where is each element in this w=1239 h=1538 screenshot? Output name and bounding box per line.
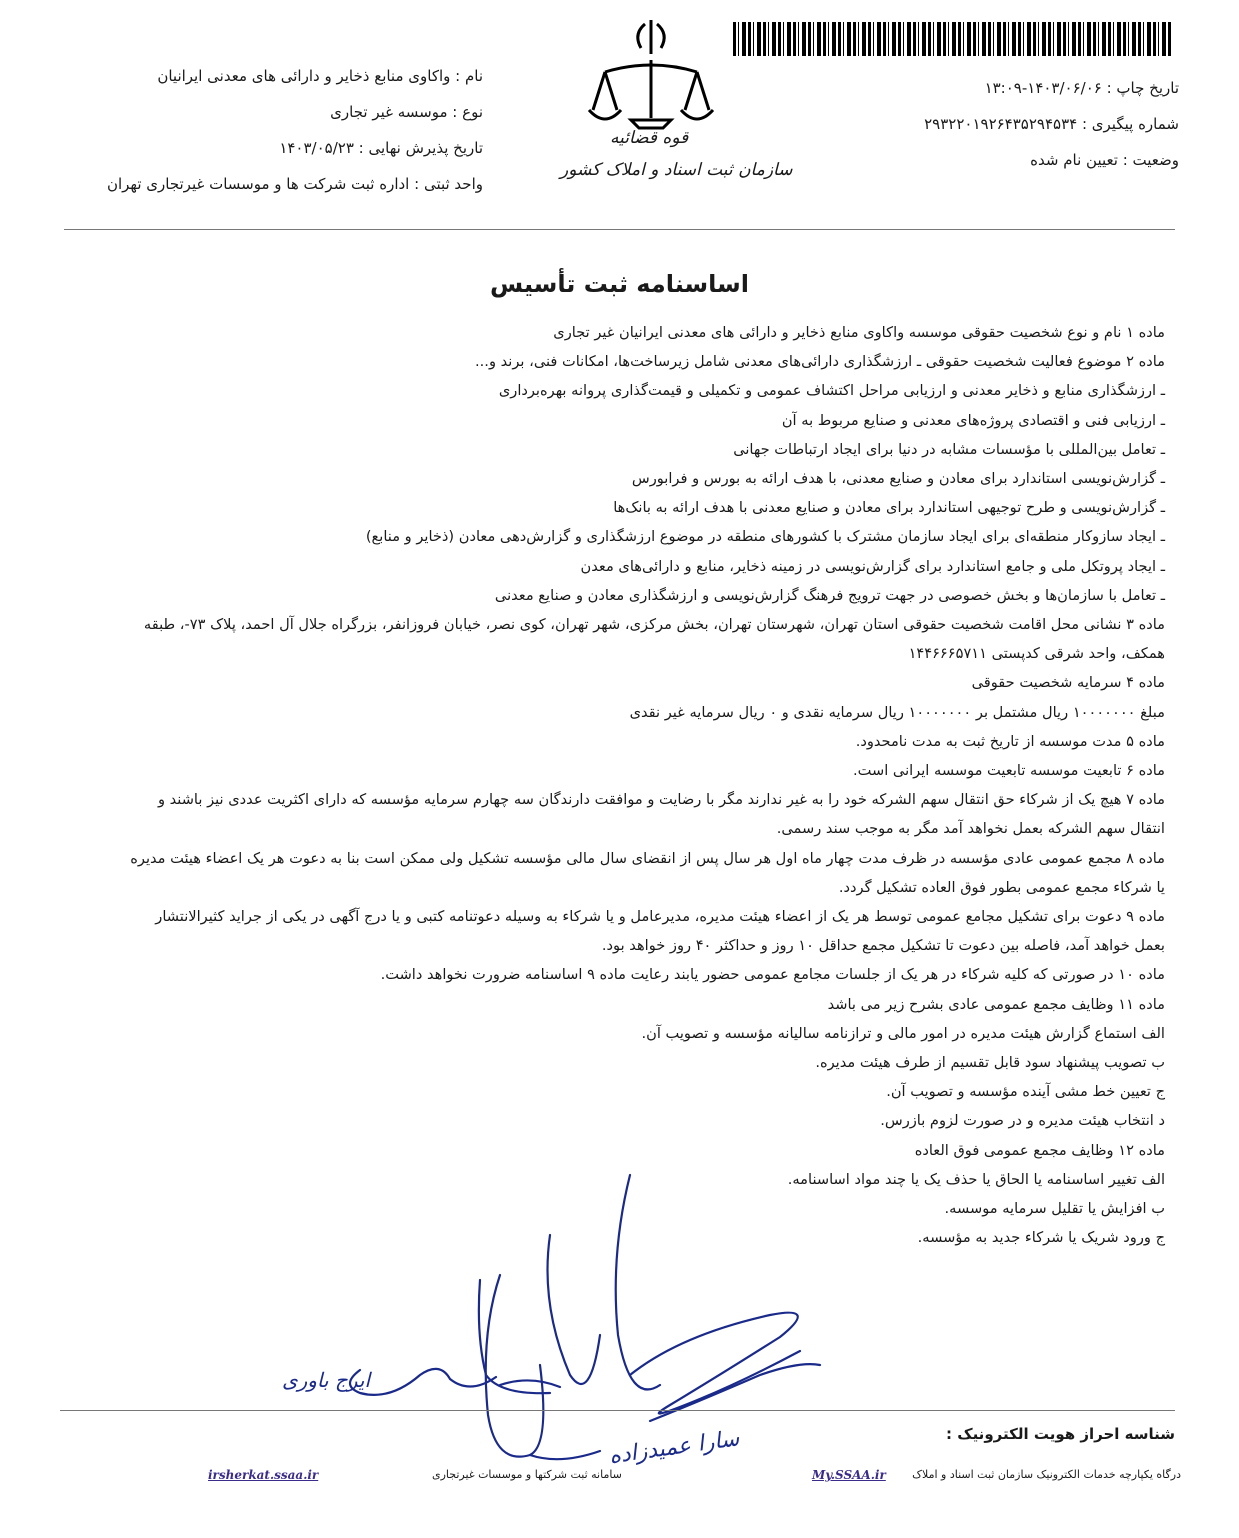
header-divider (64, 229, 1175, 230)
article-line: انتقال سهم الشرکه بعمل نخواهد آمد مگر به موجب سند رسمی. (776, 820, 1165, 838)
article-line: ماده ۵ مدت موسسه از تاریخ ثبت به مدت نامحدود. (855, 732, 1165, 750)
article-line: ـ ارزشگذاری منابع و ذخایر معدنی و ارزیابی مراحل اکتشاف عمومی و تکمیلی و قیمت‌گذاری پروانه بهره‌برداری (498, 382, 1165, 400)
tracking-number: شماره پیگیری : ۲۹۳۲۲۰۱۹۲۶۴۳۵۲۹۴۵۳۴ (924, 115, 1179, 133)
entity-name: نام : واکاوی منابع ذخایر و دارائی های معدنی ایرانیان (157, 67, 483, 85)
header-right-block (819, 70, 1179, 178)
article-line: ماده ۴ سرمایه شخصیت حقوقی (971, 674, 1165, 692)
article-line: الف استماع گزارش هیئت مدیره در امور مالی و ترازنامه سالیانه مؤسسه و تصویب آن. (641, 1024, 1165, 1042)
article-line: ـ ارزیابی فنی و اقتصادی پروژه‌های معدنی و صنایع مربوط به آن (781, 411, 1165, 429)
article-line: ـ گزارش‌نویسی و طرح توجیهی استاندارد برای معادن و صنایع معدنی با هدف ارائه به بانک‌ها (613, 499, 1165, 517)
header-left-block (43, 58, 483, 202)
portal-link[interactable]: My.SSAA.ir (812, 1468, 886, 1482)
article-line: همکف، واحد شرقی کدپستی ۱۴۴۶۶۶۵۷۱۱ (908, 645, 1165, 663)
article-line: ماده ۹ دعوت برای تشکیل مجامع عمومی توسط هر یک از اعضاء هیئت مدیره، مدیرعامل و یا شرکاء به وسیله دعوتنامه کتبی و یا درج آگهی در یکی از جراید کثیرالانتشار (155, 908, 1165, 926)
article-line: ب افزایش یا تقلیل سرمایه موسسه. (944, 1200, 1165, 1218)
emblem-caption-top: قوه قضائیه (610, 128, 689, 148)
article-line: بعمل خواهد آمد، فاصله بین دعوت تا تشکیل مجمع حداقل ۱۰ روز و حداکثر ۴۰ روز خواهد بود. (601, 937, 1165, 955)
article-line: ب تصویب پیشنهاد سود قابل تقسیم از طرف هیئت مدیره. (815, 1054, 1165, 1072)
acceptance-date: تاریخ پذیرش نهایی : ۱۴۰۳/۰۵/۲۳ (279, 139, 483, 157)
article-line: ـ گزارش‌نویسی استاندارد برای معادن و صنایع معدنی، با هدف ارائه به بورس و فرابورس (631, 470, 1165, 488)
article-line: مبلغ ۱۰۰۰۰۰۰۰ ریال مشتمل بر ۱۰۰۰۰۰۰۰ ریال سرمایه نقدی و ۰ ریال سرمایه غیر نقدی (629, 703, 1165, 721)
article-line: ماده ۶ تابعیت موسسه تابعیت موسسه ایرانی است. (853, 762, 1165, 780)
article-line: ماده ۷ هیچ یک از شرکاء حق انتقال سهم الشرکه خود را به غیر ندارند مگر با رضایت و موافقت دارندگان سه چهارم سرمایه مؤسسه که دارای اکثریت عددی نیز باشند و (157, 791, 1165, 809)
article-line: ـ ایجاد پروتکل ملی و جامع استاندارد برای گزارش‌نویسی در زمینه ذخایر، منابع و دارائی‌های معدن (580, 557, 1165, 575)
identity-label: شناسه احراز هویت الکترونیک : (945, 1425, 1175, 1443)
article-line: ماده ۱ نام و نوع شخصیت حقوقی موسسه واکاوی منابع ذخایر و دارائی های معدنی ایرانیان غیر تجاری (553, 324, 1165, 341)
article-line: ج تعیین خط مشی آینده مؤسسه و تصویب آن. (886, 1083, 1165, 1101)
system-link[interactable]: irsherkat.ssaa.ir (208, 1468, 319, 1482)
document-body (50, 318, 1165, 1253)
emblem-caption-bottom: سازمان ثبت اسناد و املاک کشور (560, 160, 793, 180)
article-line: ماده ۲ موضوع فعالیت شخصیت حقوقی ـ ارزشگذاری دارائی‌های معدنی شامل زیرساخت‌ها، امکانات فنی، برند و... (475, 353, 1165, 371)
signature-name-2: سارا عمیدزاده (607, 1426, 741, 1470)
registry-unit: واحد ثبتی : اداره ثبت شرکت ها و موسسات غیرتجاری تهران (106, 175, 483, 193)
article-line: ج ورود شریک یا شرکاء جدید به مؤسسه. (917, 1229, 1165, 1247)
article-line: د انتخاب هیئت مدیره و در صورت لزوم بازرس. (880, 1112, 1165, 1130)
article-line: ماده ۱۱ وظایف مجمع عمومی عادی بشرح زیر می باشد (827, 995, 1165, 1013)
article-line: ـ تعامل بین‌المللی با مؤسسات مشابه در دنیا برای ایجاد ارتباطات جهانی (733, 440, 1165, 458)
article-line: ماده ۳ نشانی محل اقامت شخصیت حقوقی استان تهران، شهرستان تهران، بخش مرکزی، شهر تهران، کوی نصر، خیابان فروزانفر، بزرگراه جلال آل احمد، پلاک ۷۳-، طبقه (143, 616, 1165, 634)
signature-name-1: ایرج باوری (281, 1368, 370, 1392)
barcode (733, 22, 1173, 56)
print-date: تاریخ چاپ : ۱۴۰۳/۰۶/۰۶-۱۳:۰۹ (984, 79, 1179, 97)
document-title: اساسنامه ثبت تأسیس (490, 270, 749, 298)
entity-type: نوع : موسسه غیر تجاری (330, 103, 483, 121)
status-text: وضعیت : تعیین نام شده (1030, 151, 1179, 169)
article-line: ـ ایجاد سازوکار منطقه‌ای برای ایجاد سازمان مشترک با کشورهای منطقه در موضوع ارزشگذاری و گزارش‌دهی معادن (ذخایر و منابع) (365, 528, 1165, 546)
article-line: ماده ۱۲ وظایف مجمع عمومی فوق العاده (914, 1141, 1165, 1159)
article-line: یا شرکاء مجمع عمومی بطور فوق العاده تشکیل گردد. (838, 878, 1165, 896)
footer-divider (60, 1410, 1175, 1411)
article-line: ماده ۱۰ در صورتی که کلیه شرکاء در هر یک از جلسات مجامع عمومی حضور یابند رعایت ماده ۹ اساسنامه ضرورت نخواهد داشت. (380, 966, 1165, 984)
article-line: الف تغییر اساسنامه یا الحاق یا حذف یک یا چند مواد اساسنامه. (787, 1170, 1165, 1188)
portal-text: درگاه یکپارچه خدمات الکترونیک سازمان ثبت اسناد و املاک (912, 1468, 1181, 1481)
article-line: ماده ۸ مجمع عمومی عادی مؤسسه در ظرف مدت چهار ماه اول هر سال پس از انقضای سال مالی مؤسسه تشکیل ولی ممکن است بنا به دعوت هر یک اعضاء هیئت مدیره (130, 849, 1165, 867)
signatures (281, 1165, 840, 1495)
system-text: سامانه ثبت شرکتها و موسسات غیرتجاری (432, 1468, 622, 1481)
article-line: ـ تعامل با سازمان‌ها و بخش خصوصی در جهت ترویج فرهنگ گزارش‌نویسی و ارزشگذاری معادن و صنایع معدنی (494, 586, 1165, 604)
